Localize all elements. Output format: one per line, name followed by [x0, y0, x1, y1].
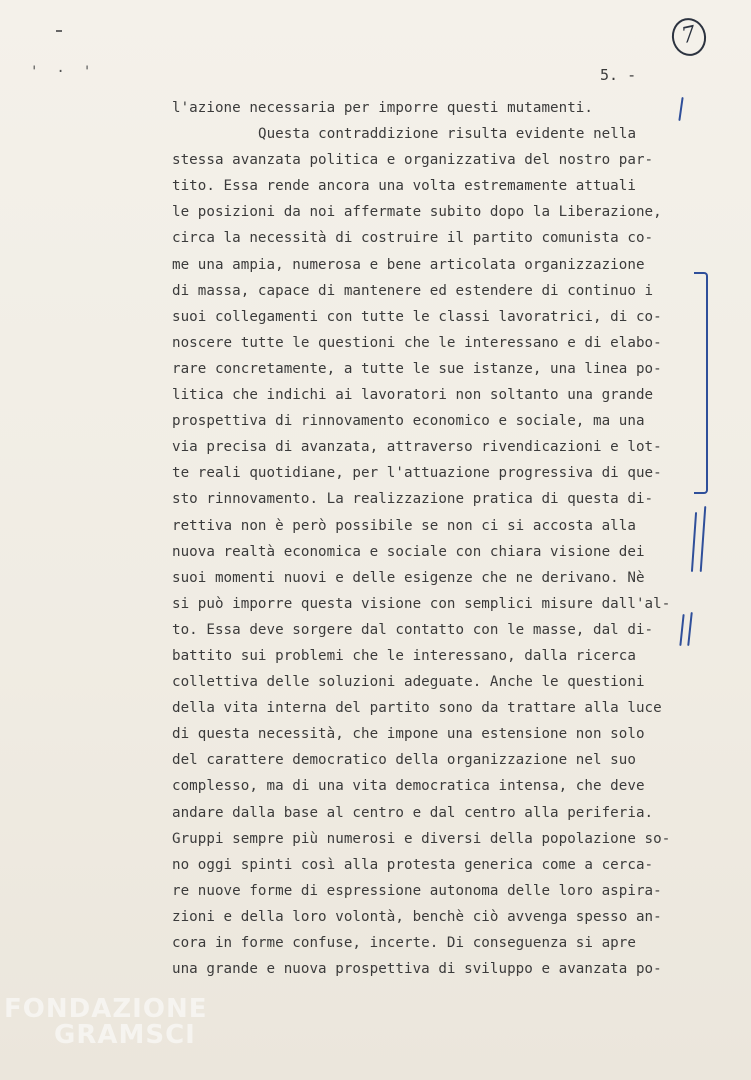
typewritten-body [172, 95, 692, 982]
watermark-line: GRAMSCI [54, 1020, 196, 1050]
text-line: di questa necessità, che impone una estensione non solo [172, 726, 645, 743]
text-line: andare dalla base al centro e dal centro alla periferia. [172, 804, 654, 821]
page-number: 5. - [600, 66, 637, 84]
text-line: di massa, capace di mantenere ed estendere di continuo i [172, 282, 654, 299]
text-line: me una ampia, numerosa e bene articolata organizzazione [172, 256, 645, 273]
text-line: le posizioni da noi affermate subito dopo la Liberazione, [172, 204, 662, 221]
text-line: rare concretamente, a tutte le sue istanze, una linea po- [172, 360, 662, 377]
text-line: circa la necessità di costruire il partito comunista co- [172, 230, 654, 247]
text-line: zioni e della loro volontà, benchè ciò avvenga spesso an- [172, 908, 662, 925]
text-line: rettiva non è però possibile se non ci si accosta alla [172, 517, 636, 534]
text-line: del carattere democratico della organizzazione nel suo [172, 752, 636, 769]
text-line: sto rinnovamento. La realizzazione pratica di questa di- [172, 491, 654, 508]
text-line: noscere tutte le questioni che le interessano e di elabo- [172, 334, 662, 351]
text-line: to. Essa deve sorgere dal contatto con le masse, dal di- [172, 621, 654, 638]
text-line: Questa contraddizione risulta evidente nella [258, 126, 637, 143]
text-line: si può imporre questa visione con semplici misure dall'al- [172, 595, 671, 612]
text-line: collettiva delle soluzioni adeguate. Anche le questioni [172, 674, 645, 691]
text-line: nuova realtà economica e sociale con chiara visione dei [172, 543, 645, 560]
text-line: cora in forme confuse, incerte. Di conseguenza si apre [172, 935, 636, 951]
text-line: l'azione necessaria per imporre questi mutamenti. [172, 100, 593, 116]
pen-bracket-mark [694, 272, 708, 494]
punch-hole-marks: '·' [30, 64, 110, 80]
text-line: litica che indichi ai lavoratori non soltanto una grande [172, 387, 654, 404]
text-line: re nuove forme di espressione autonoma delle loro aspira- [172, 882, 662, 899]
text-line: via precisa di avanzata, attraverso rivendicazioni e lot- [172, 439, 662, 456]
text-line: te reali quotidiane, per l'attuazione progressiva di que- [172, 465, 662, 482]
text-line: prospettiva di rinnovamento economico e sociale, ma una [172, 413, 645, 430]
watermark-line: FONDAZIONE [4, 994, 208, 1024]
text-line: battito sui problemi che le interessano, dalla ricerca [172, 647, 636, 664]
text-line: suoi momenti nuovi e delle esigenze che ne derivano. Nè [172, 569, 645, 586]
margin-dash [56, 30, 62, 32]
archive-number-stamp: 7 [668, 15, 709, 59]
text-line: complesso, ma di una vita democratica intensa, che deve [172, 778, 645, 795]
text-line: una grande e nuova prospettiva di sviluppo e avanzata po- [172, 961, 662, 978]
text-line: tito. Essa rende ancora una volta estremamente attuali [172, 178, 636, 195]
text-line: stessa avanzata politica e organizzativa del nostro par- [172, 152, 654, 169]
text-line: della vita interna del partito sono da trattare alla luce [172, 700, 662, 717]
pen-double-stroke-mark [700, 506, 707, 572]
text-line: Gruppi sempre più numerosi e diversi della popolazione so- [172, 830, 671, 847]
watermark [4, 996, 207, 1048]
text-line: no oggi spinti così alla protesta generica come a cerca- [172, 856, 654, 873]
text-line: suoi collegamenti con tutte le classi lavoratrici, di co- [172, 308, 662, 325]
